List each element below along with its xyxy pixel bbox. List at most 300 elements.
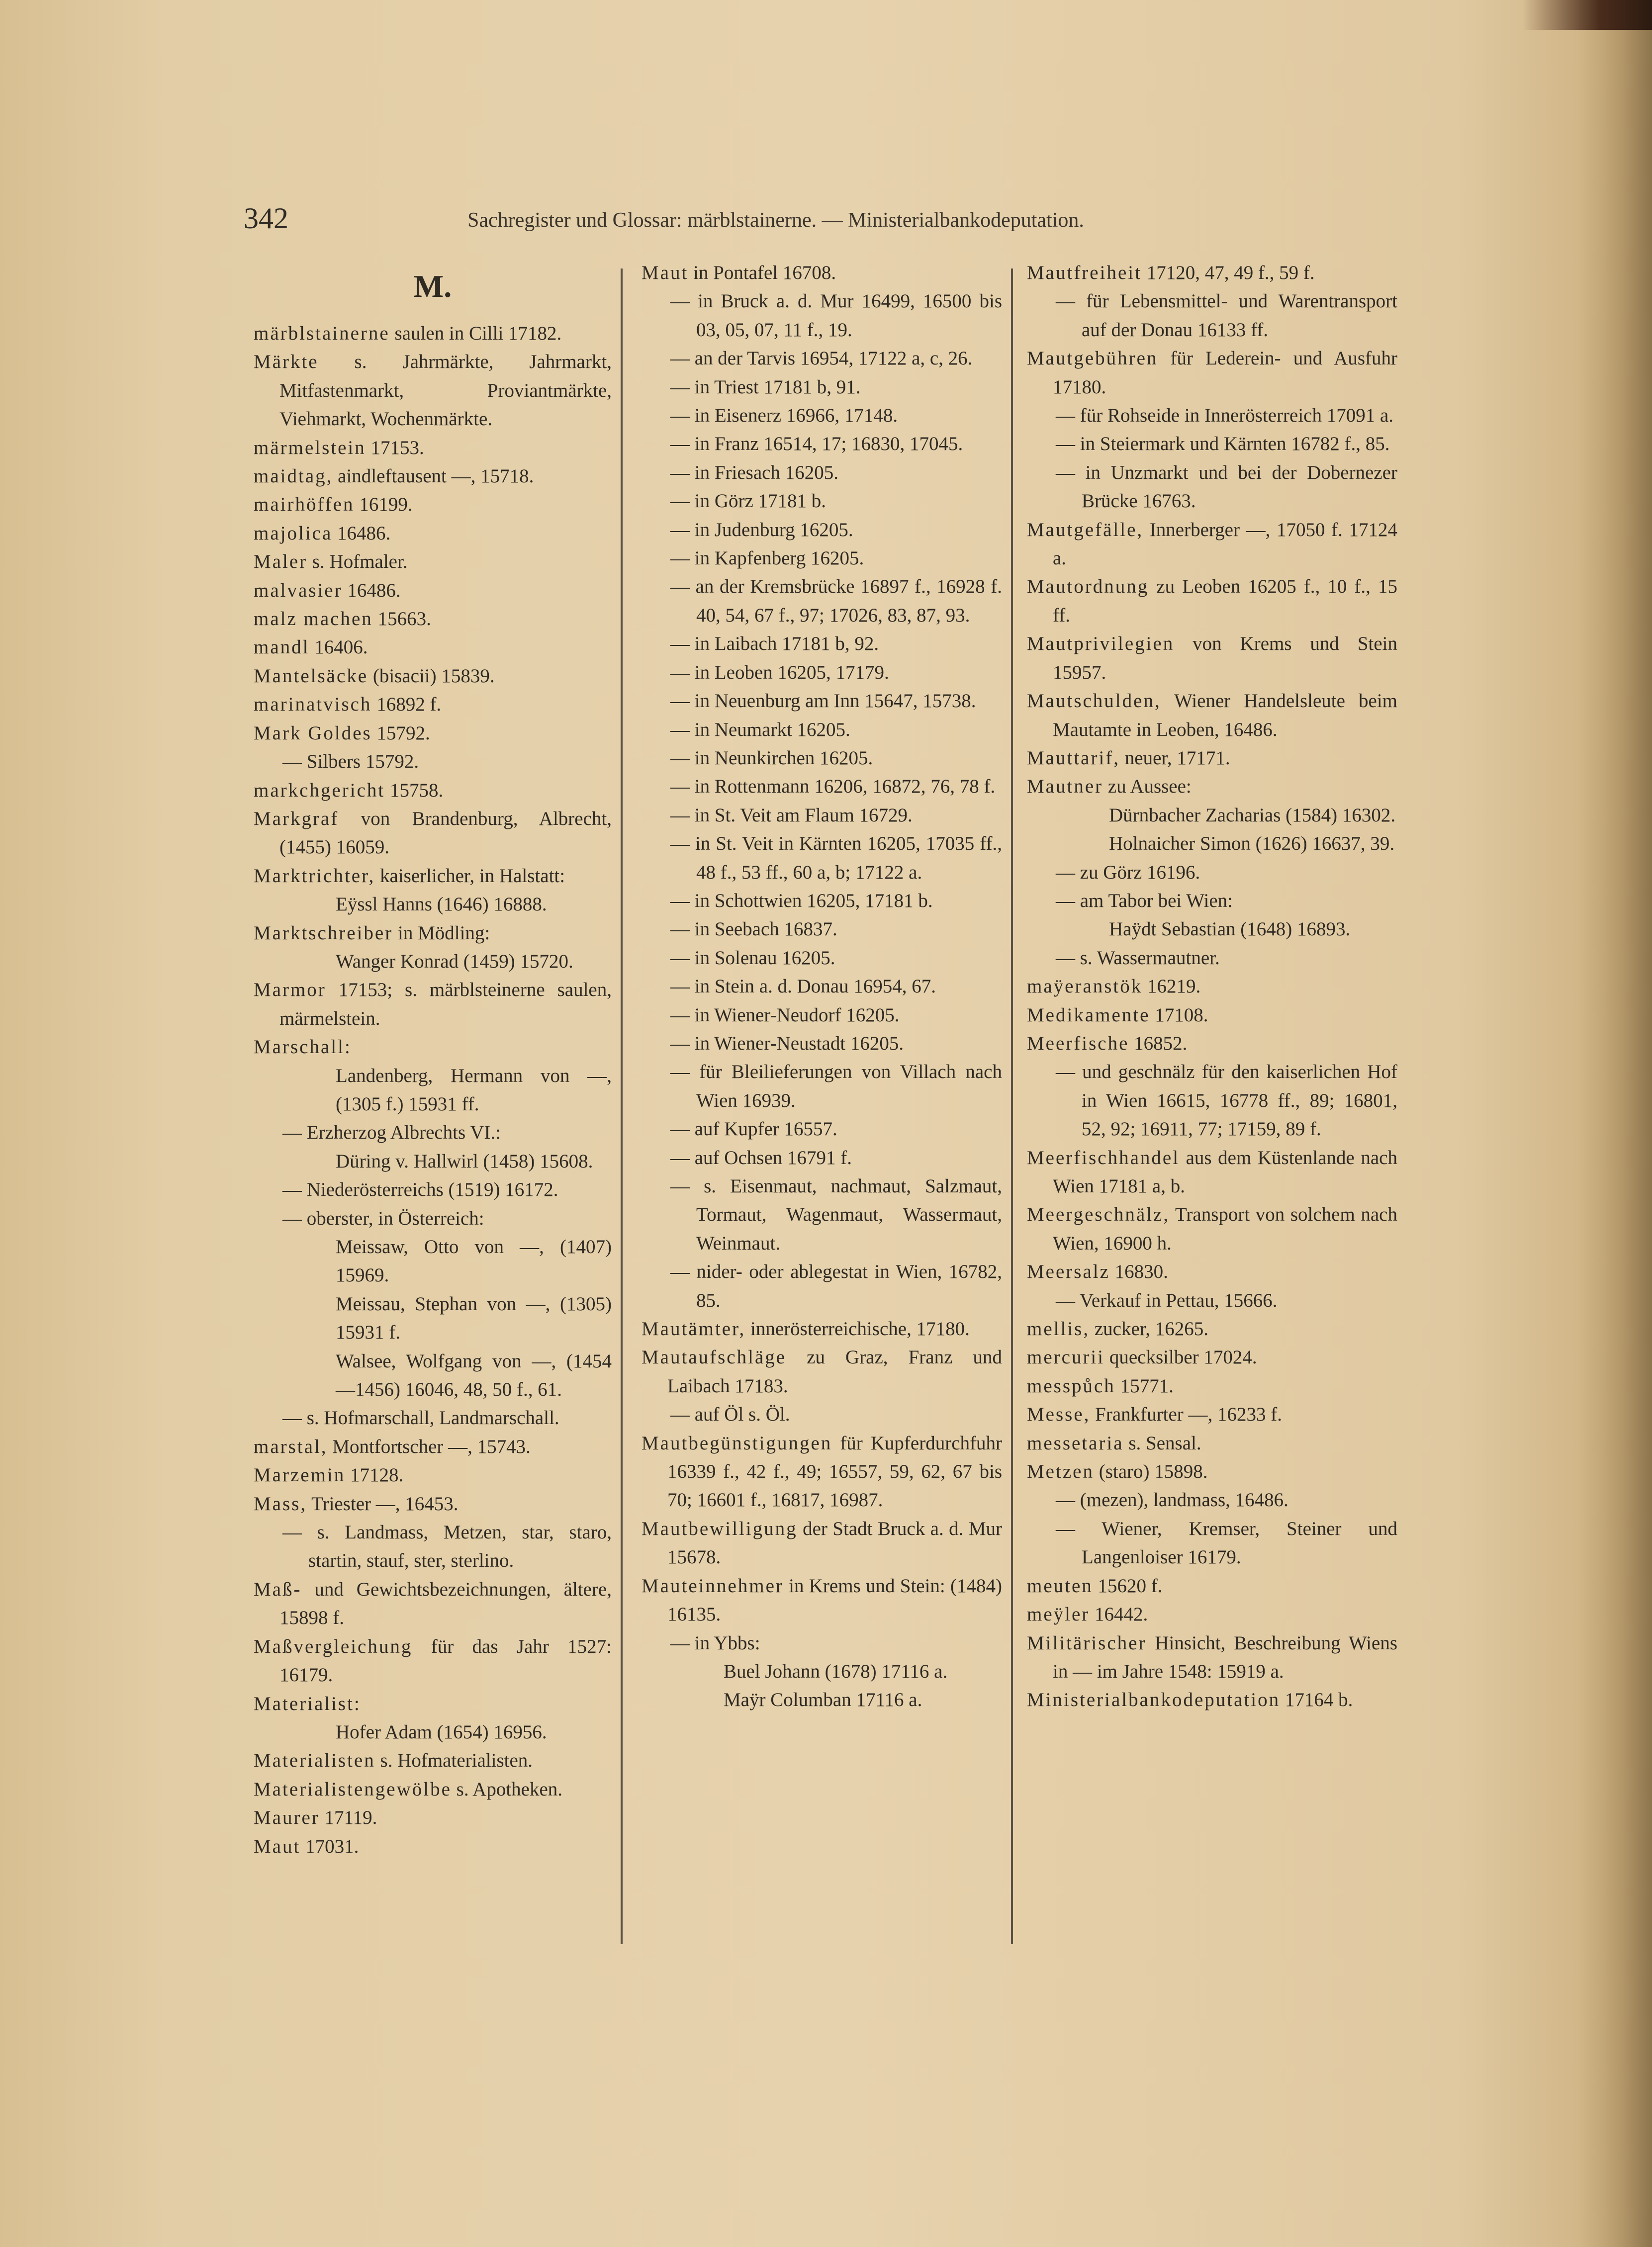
entry-text: — in Neumarkt 16205. xyxy=(670,719,850,740)
column-rule xyxy=(621,269,623,1944)
index-entry xyxy=(1027,1400,1397,1429)
index-entry xyxy=(642,1429,1002,1515)
index-entry xyxy=(1027,687,1397,744)
entry-headword: majolica xyxy=(254,522,333,544)
entry-text: — in Wiener-Neustadt 16205. xyxy=(670,1032,904,1054)
index-entry xyxy=(1027,430,1397,458)
index-entry xyxy=(1027,972,1397,1000)
entry-headword: Mauteinnehmer xyxy=(642,1575,784,1597)
entry-text: 15663. xyxy=(372,608,431,630)
index-entry xyxy=(642,915,1002,943)
entry-headword: Messe, xyxy=(1027,1404,1091,1426)
index-column-3 xyxy=(1027,259,1397,1714)
entry-text: — in Wiener-Neudorf 16205. xyxy=(670,1004,900,1026)
entry-text: für Lederein- und Ausfuhr 17180. xyxy=(1053,348,1397,398)
entry-headword: Marmor xyxy=(254,979,326,1001)
index-entry xyxy=(642,1144,1002,1172)
index-entry xyxy=(642,1400,1002,1429)
index-entry xyxy=(254,1233,612,1290)
index-entry xyxy=(254,1433,612,1461)
index-entry xyxy=(642,744,1002,772)
entry-text: — in Kapfenberg 16205. xyxy=(670,547,864,569)
index-entry xyxy=(254,1518,612,1575)
index-entry xyxy=(642,1115,1002,1143)
entry-text: Triester —, 16453. xyxy=(307,1493,459,1515)
entry-text: 17128. xyxy=(345,1464,404,1486)
entry-headword: Meerfische xyxy=(1027,1032,1129,1054)
index-entry xyxy=(254,1718,612,1746)
index-entry xyxy=(642,829,1002,887)
entry-text: — in Neuenburg am Inn 15647, 15738. xyxy=(670,690,976,712)
entry-text: — an der Kremsbrücke 16897 f., 16928 f. 40, 54, 67 f., 97; 17026, 83, 87, 93. xyxy=(670,576,1002,626)
index-entry xyxy=(642,1058,1002,1115)
index-entry xyxy=(1027,1372,1397,1400)
page-edge-shadow xyxy=(1577,0,1652,2247)
entry-headword: Maßvergleichung xyxy=(254,1635,413,1657)
entry-text: Dürnbacher Zacharias (1584) 16302. xyxy=(1109,804,1396,826)
entry-text: 16830. xyxy=(1109,1261,1168,1283)
index-entry xyxy=(1027,1343,1397,1371)
entry-text: — in Rottenmann 16206, 16872, 76, 78 f. xyxy=(670,776,996,798)
entry-headword: Maurer xyxy=(254,1807,320,1829)
entry-headword: Mautgefälle, xyxy=(1027,519,1144,540)
entry-text: quecksilber 17024. xyxy=(1104,1347,1257,1368)
entry-text: Düring v. Hallwirl (1458) 15608. xyxy=(336,1150,593,1172)
entry-text: — für Lebensmittel- und Warentransport auf der Donau 16133 ff. xyxy=(1056,290,1397,341)
index-entry xyxy=(1027,1629,1397,1686)
index-entry xyxy=(254,662,612,690)
index-entry xyxy=(1027,1029,1397,1058)
entry-text: — in Judenburg 16205. xyxy=(670,519,853,540)
entry-headword: Meergeschnälz, xyxy=(1027,1204,1170,1226)
entry-headword: maÿeranstök xyxy=(1027,976,1143,997)
index-entry xyxy=(254,1033,612,1061)
entry-text: Frankfurter —, 16233 f. xyxy=(1090,1404,1282,1426)
entry-headword: Meerfischhandel xyxy=(1027,1147,1180,1168)
index-entry xyxy=(254,747,612,776)
page-header xyxy=(244,201,1412,241)
index-entry xyxy=(1027,1686,1397,1714)
entry-text: — (mezen), landmass, 16486. xyxy=(1056,1489,1288,1511)
index-entry xyxy=(254,1404,612,1432)
entry-text: Montfortscher —, 15743. xyxy=(327,1436,531,1457)
entry-text: — in Steiermark und Kärnten 16782 f., 85. xyxy=(1056,433,1390,455)
entry-headword: messpůch xyxy=(1027,1375,1115,1397)
entry-text: zu Aussee: xyxy=(1103,776,1192,798)
entry-text: Eÿssl Hanns (1646) 16888. xyxy=(336,894,547,915)
binding-corner xyxy=(1523,0,1652,30)
entry-text: — in Seebach 16837. xyxy=(670,918,837,940)
index-entry xyxy=(642,887,1002,915)
index-entry xyxy=(254,490,612,519)
index-entry xyxy=(1027,1457,1397,1486)
index-entry xyxy=(642,629,1002,658)
index-entry xyxy=(642,1172,1002,1258)
index-entry xyxy=(254,1746,612,1775)
index-entry xyxy=(254,1204,612,1233)
entry-text: 17164 b. xyxy=(1280,1689,1353,1711)
index-entry xyxy=(1027,344,1397,401)
entry-text: Hofer Adam (1654) 16956. xyxy=(336,1721,547,1743)
index-entry xyxy=(642,572,1002,629)
index-entry xyxy=(642,401,1002,430)
index-entry xyxy=(1027,629,1397,687)
entry-text: — für Bleilieferungen von Villach nach Wien 16939. xyxy=(670,1061,1002,1111)
index-entry xyxy=(642,1258,1002,1315)
index-entry xyxy=(254,1062,612,1119)
entry-text: von Krems und Stein 15957. xyxy=(1053,633,1397,683)
entry-text: neuer, 17171. xyxy=(1120,747,1230,769)
entry-text: — in Görz 17181 b. xyxy=(670,490,826,512)
entry-headword: messetaria xyxy=(1027,1432,1124,1454)
entry-text: — in Triest 17181 b, 91. xyxy=(670,376,861,398)
entry-headword: Marschall: xyxy=(254,1036,352,1058)
entry-text: — auf Öl s. Öl. xyxy=(670,1404,790,1426)
entry-text: — am Tabor bei Wien: xyxy=(1056,890,1233,911)
entry-headword: Mautfreiheit xyxy=(1027,262,1142,283)
entry-headword: Materialistengewölbe xyxy=(254,1778,452,1800)
entry-text: — Erzherzog Albrechts VI.: xyxy=(282,1122,501,1144)
index-entry xyxy=(254,519,612,547)
entry-text: Buel Johann (1678) 17116 a. xyxy=(724,1660,948,1682)
index-entry xyxy=(642,259,1002,287)
entry-text: (staro) 15898. xyxy=(1094,1461,1208,1483)
index-entry xyxy=(1027,1515,1397,1572)
index-entry xyxy=(642,972,1002,1000)
entry-text: Haÿdt Sebastian (1648) 16893. xyxy=(1109,918,1351,940)
index-entry xyxy=(1027,801,1397,829)
index-entry xyxy=(1027,1286,1397,1315)
entry-headword: marstal, xyxy=(254,1436,328,1457)
index-entry xyxy=(254,319,612,348)
entry-headword: Mautbegünstigungen xyxy=(642,1432,832,1454)
entry-headword: Mass, xyxy=(254,1493,307,1515)
index-entry xyxy=(254,1461,612,1489)
index-entry xyxy=(254,1803,612,1832)
index-entry xyxy=(1027,1429,1397,1457)
index-entry xyxy=(642,287,1002,344)
entry-headword: Mautbewilligung xyxy=(642,1518,798,1539)
entry-headword: Metzen xyxy=(1027,1461,1094,1483)
entry-text: — in Stein a. d. Donau 16954, 67. xyxy=(670,976,936,997)
index-entry xyxy=(642,1572,1002,1629)
entry-headword: märblstainerne xyxy=(254,323,390,344)
entry-headword: malvasier xyxy=(254,579,343,601)
index-entry xyxy=(254,1175,612,1204)
entry-text: — in Franz 16514, 17; 16830, 17045. xyxy=(670,433,963,455)
index-entry xyxy=(254,690,612,719)
index-entry xyxy=(254,1118,612,1147)
entry-text: 15620 f. xyxy=(1093,1575,1163,1597)
entry-text: — und geschnälz für den kaiserlichen Hof in Wien 16615, 16778 ff., 89; 16801, 52, 92; 16911, 77; 17159, 89 f. xyxy=(1056,1061,1397,1140)
entry-text: zu Graz, Franz und Laibach 17183. xyxy=(667,1347,1002,1397)
entry-text: s. Hofmaler. xyxy=(307,551,408,573)
entry-text: Wanger Konrad (1459) 15720. xyxy=(336,950,573,972)
entry-text: — in Friesach 16205. xyxy=(670,461,838,483)
entry-text: — s. Eisenmaut, nachmaut, Salzmaut, Tormaut, Wagenmaut, Wassermaut, Weinmaut. xyxy=(670,1175,1002,1254)
index-entry xyxy=(642,658,1002,687)
entry-text: s. Hofmaterialisten. xyxy=(375,1750,533,1772)
entry-text: — in Unzmarkt und bei der Dobernezer Brücke 16763. xyxy=(1056,461,1397,512)
entry-headword: Marzemin xyxy=(254,1464,346,1486)
entry-text: 17120, 47, 49 f., 59 f. xyxy=(1141,262,1315,283)
entry-text: — in St. Veit am Flaum 16729. xyxy=(670,804,913,826)
section-letter: M. xyxy=(413,269,452,304)
entry-headword: Maut xyxy=(642,262,689,283)
index-entry xyxy=(642,430,1002,458)
index-entry xyxy=(1027,1200,1397,1258)
index-entry xyxy=(642,1001,1002,1029)
index-entry xyxy=(1027,287,1397,344)
index-entry xyxy=(1027,259,1397,287)
index-entry xyxy=(254,947,612,976)
entry-headword: Maut xyxy=(254,1835,301,1857)
index-entry xyxy=(1027,1001,1397,1029)
index-entry xyxy=(642,516,1002,544)
running-head: Sachregister und Glossar: märblstainerne. — Ministerialbankodeputation. xyxy=(467,209,1084,232)
entry-headword: Mautaufschläge xyxy=(642,1347,787,1368)
index-entry xyxy=(1027,1058,1397,1143)
entry-headword: Mautordnung xyxy=(1027,576,1149,598)
index-entry xyxy=(1027,915,1397,943)
entry-text: — in Bruck a. d. Mur 16499, 16500 bis 03, 05, 07, 11 f., 19. xyxy=(670,290,1002,341)
index-entry xyxy=(1027,944,1397,972)
entry-text: — Niederösterreichs (1519) 16172. xyxy=(282,1179,558,1201)
entry-text: — auf Ochsen 16791 f. xyxy=(670,1147,852,1168)
index-column-1 xyxy=(254,259,612,1861)
entry-headword: Mauttarif, xyxy=(1027,747,1120,769)
entry-text: aus dem Küstenlande nach Wien 17181 a, b. xyxy=(1053,1147,1397,1197)
entry-text: in Pontafel 16708. xyxy=(688,262,836,283)
index-entry xyxy=(1027,744,1397,772)
entry-headword: meuten xyxy=(1027,1575,1093,1597)
entry-headword: mellis, xyxy=(1027,1318,1090,1340)
index-entry xyxy=(642,772,1002,801)
entry-headword: Märkte xyxy=(254,351,319,373)
index-entry xyxy=(254,805,612,862)
entry-text: — zu Görz 16196. xyxy=(1056,861,1200,883)
index-entry xyxy=(1027,772,1397,801)
entry-text: 16442. xyxy=(1090,1604,1148,1625)
index-entry xyxy=(642,716,1002,744)
entry-text: kaiserlicher, in Halstatt: xyxy=(375,865,565,887)
index-entry xyxy=(254,919,612,947)
entry-headword: Meersalz xyxy=(1027,1261,1110,1283)
entry-text: 17108. xyxy=(1150,1004,1208,1026)
entry-headword: mairhöffen xyxy=(254,494,355,516)
index-entry xyxy=(254,1775,612,1803)
entry-text: Landenberg, Hermann von —, (1305 f.) 15931 ff. xyxy=(336,1065,612,1115)
entry-text: in Mödling: xyxy=(393,922,490,944)
index-entry xyxy=(254,633,612,661)
index-entry xyxy=(642,1657,1002,1686)
entry-headword: Marktrichter, xyxy=(254,865,375,887)
index-entry xyxy=(254,1832,612,1861)
entry-text: Meissau, Stephan von —, (1305) 15931 f. xyxy=(336,1293,612,1344)
index-entry xyxy=(1027,1486,1397,1514)
index-entry xyxy=(642,1029,1002,1058)
entry-text: 16486. xyxy=(342,579,401,601)
entry-text: — Wiener, Kremser, Steiner und Langenloiser 16179. xyxy=(1056,1518,1397,1568)
index-entry xyxy=(254,1575,612,1632)
page-number: 342 xyxy=(244,202,288,235)
index-entry xyxy=(1027,1572,1397,1600)
entry-text: — in Laibach 17181 b, 92. xyxy=(670,633,879,655)
index-entry xyxy=(254,547,612,576)
index-entry xyxy=(642,944,1002,972)
entry-headword: Mantelsäcke xyxy=(254,665,368,687)
index-entry xyxy=(642,1343,1002,1400)
entry-headword: Markgraf xyxy=(254,808,339,829)
entry-text: — nider- oder ablegestat in Wien, 16782, 85. xyxy=(670,1261,1002,1311)
entry-headword: Mautschulden, xyxy=(1027,690,1161,712)
entry-text: 16892 f. xyxy=(371,694,442,716)
index-entry xyxy=(254,1690,612,1718)
index-entry xyxy=(254,776,612,805)
index-entry xyxy=(642,1515,1002,1572)
index-entry xyxy=(1027,1315,1397,1343)
entry-text: 17153; s. märblsteinerne saulen, märmelstein. xyxy=(279,979,612,1029)
entry-text: Innerberger —, 17050 f. 17124 a. xyxy=(1053,519,1397,569)
entry-headword: meÿler xyxy=(1027,1604,1090,1625)
entry-text: 16486. xyxy=(332,522,391,544)
index-entry xyxy=(642,487,1002,515)
index-entry xyxy=(254,1290,612,1347)
index-entry xyxy=(642,1629,1002,1657)
entry-text: Meissaw, Otto von —, (1407) 15969. xyxy=(336,1236,612,1286)
index-entry xyxy=(254,605,612,633)
entry-text: s. Apotheken. xyxy=(451,1778,563,1800)
entry-text: für Kupferdurchfuhr 16339 f., 42 f., 49; 16557, 59, 62, 67 bis 70; 16601 f., 16817, 16987. xyxy=(667,1432,1002,1511)
entry-text: — an der Tarvis 16954, 17122 a, c, 26. xyxy=(670,348,973,369)
entry-text: der Stadt Bruck a. d. Mur 15678. xyxy=(667,1518,1002,1568)
entry-text: — in Leoben 16205, 17179. xyxy=(670,661,889,683)
entry-text: — s. Wassermautner. xyxy=(1056,947,1220,969)
index-column-2 xyxy=(642,259,1002,1714)
index-entry xyxy=(642,344,1002,372)
index-entry xyxy=(1027,1600,1397,1628)
index-entry xyxy=(1027,401,1397,430)
entry-text: saulen in Cilli 17182. xyxy=(389,323,562,344)
entry-headword: marinatvisch xyxy=(254,694,372,716)
entry-text: Walsee, Wolfgang von —, (1454 —1456) 16046, 48, 50 f., 61. xyxy=(336,1350,612,1401)
index-entry xyxy=(254,976,612,1033)
entry-text: 17119. xyxy=(319,1807,377,1829)
index-entry xyxy=(1027,858,1397,887)
index-entry xyxy=(254,1147,612,1175)
index-entry xyxy=(642,458,1002,487)
index-entry xyxy=(1027,516,1397,573)
entry-text: — Verkauf in Pettau, 15666. xyxy=(1056,1289,1278,1311)
index-entry xyxy=(1027,829,1397,858)
entry-text: Transport von solchem nach Wien, 16900 h. xyxy=(1053,1204,1397,1254)
entry-text: — in Eisenerz 16966, 17148. xyxy=(670,405,898,427)
index-entry xyxy=(1027,572,1397,629)
entry-headword: markchgericht xyxy=(254,779,385,801)
entry-headword: Marktschreiber xyxy=(254,922,393,944)
entry-text: 15771. xyxy=(1115,1375,1174,1397)
index-entry xyxy=(642,801,1002,829)
entry-text: — s. Landmass, Metzen, star, staro, startin, stauf, ster, sterlino. xyxy=(282,1522,612,1572)
entry-text: und Gewichtsbezeichnungen, ältere, 15898 f. xyxy=(279,1578,612,1629)
entry-headword: Materialist: xyxy=(254,1693,361,1714)
index-entry xyxy=(254,462,612,490)
entry-headword: Materialisten xyxy=(254,1750,375,1772)
entry-text: Maÿr Columban 17116 a. xyxy=(724,1689,922,1711)
entry-headword: Maler xyxy=(254,551,308,573)
entry-text: 17031. xyxy=(300,1835,359,1857)
index-entry xyxy=(642,544,1002,572)
entry-text: — in Ybbs: xyxy=(670,1632,760,1654)
entry-text: Wiener Handelsleute beim Mautamte in Leoben, 16486. xyxy=(1053,690,1397,740)
entry-headword: märmelstein xyxy=(254,437,366,458)
entry-headword: Mautprivilegien xyxy=(1027,633,1175,655)
index-entry xyxy=(1027,458,1397,516)
index-entry xyxy=(642,1315,1002,1343)
index-entry xyxy=(254,862,612,890)
entry-headword: Medikamente xyxy=(1027,1004,1150,1026)
entry-text: — Silbers 15792. xyxy=(282,751,419,773)
index-entry xyxy=(254,1490,612,1518)
entry-text: von Brandenburg, Albrecht, (1455) 16059. xyxy=(279,808,612,858)
index-entry xyxy=(254,348,612,433)
entry-text: in Krems und Stein: (1484) 16135. xyxy=(667,1575,1002,1625)
entry-text: — in Neunkirchen 16205. xyxy=(670,747,873,769)
entry-headword: Mark Goldes xyxy=(254,722,372,744)
index-entry xyxy=(254,890,612,918)
entry-text: — auf Kupfer 16557. xyxy=(670,1118,837,1140)
entry-text: 16219. xyxy=(1142,976,1201,997)
index-entry xyxy=(1027,1144,1397,1201)
index-entry xyxy=(1027,887,1397,915)
index-entry xyxy=(254,719,612,747)
entry-headword: Ministerialbankodeputation xyxy=(1027,1689,1281,1711)
column-rule xyxy=(1011,269,1013,1944)
entry-text: zu Leoben 16205 f., 10 f., 15 ff. xyxy=(1053,576,1397,626)
entry-text: aindleftausent —, 15718. xyxy=(333,465,534,487)
entry-text: für das Jahr 1527: 16179. xyxy=(279,1635,612,1686)
index-entry xyxy=(254,434,612,462)
entry-headword: mercurii xyxy=(1027,1347,1105,1368)
entry-text: — in Solenau 16205. xyxy=(670,947,835,969)
entry-text: — in St. Veit in Kärnten 16205, 17035 ff., 48 f., 53 ff., 60 a, b; 17122 a. xyxy=(670,833,1002,883)
index-entry xyxy=(254,1632,612,1690)
index-entry xyxy=(642,1686,1002,1714)
entry-text: Hinsicht, Beschreibung Wiens in — im Jahre 1548: 15919 a. xyxy=(1053,1632,1397,1682)
entry-text: — s. Hofmarschall, Landmarschall. xyxy=(282,1407,559,1429)
entry-headword: Maß- xyxy=(254,1578,302,1600)
index-entry xyxy=(642,687,1002,715)
entry-text: zucker, 16265. xyxy=(1090,1318,1208,1340)
entry-text: — oberster, in Österreich: xyxy=(282,1207,484,1229)
entry-text: 16852. xyxy=(1129,1032,1188,1054)
index-entry xyxy=(254,1347,612,1404)
entry-text: 16406. xyxy=(309,636,368,658)
entry-text: 16199. xyxy=(354,494,413,516)
entry-text: s. Jahrmärkte, Jahrmarkt, Mitfastenmarkt, Proviantmärkte, Viehmarkt, Wochenmärkte. xyxy=(279,351,612,430)
entry-headword: maidtag, xyxy=(254,465,333,487)
entry-text: — für Rohseide in Innerösterreich 17091 a. xyxy=(1056,405,1394,427)
entry-headword: mandl xyxy=(254,636,310,658)
entry-text: (bisacii) 15839. xyxy=(368,665,495,687)
entry-text: 17153. xyxy=(366,437,424,458)
index-entry xyxy=(1027,1258,1397,1286)
entry-text: 15792. xyxy=(371,722,430,744)
entry-headword: malz machen xyxy=(254,608,373,630)
entry-text: s. Sensal. xyxy=(1123,1432,1201,1454)
index-entry xyxy=(642,373,1002,401)
entry-text: innerösterreichische, 17180. xyxy=(745,1318,970,1340)
